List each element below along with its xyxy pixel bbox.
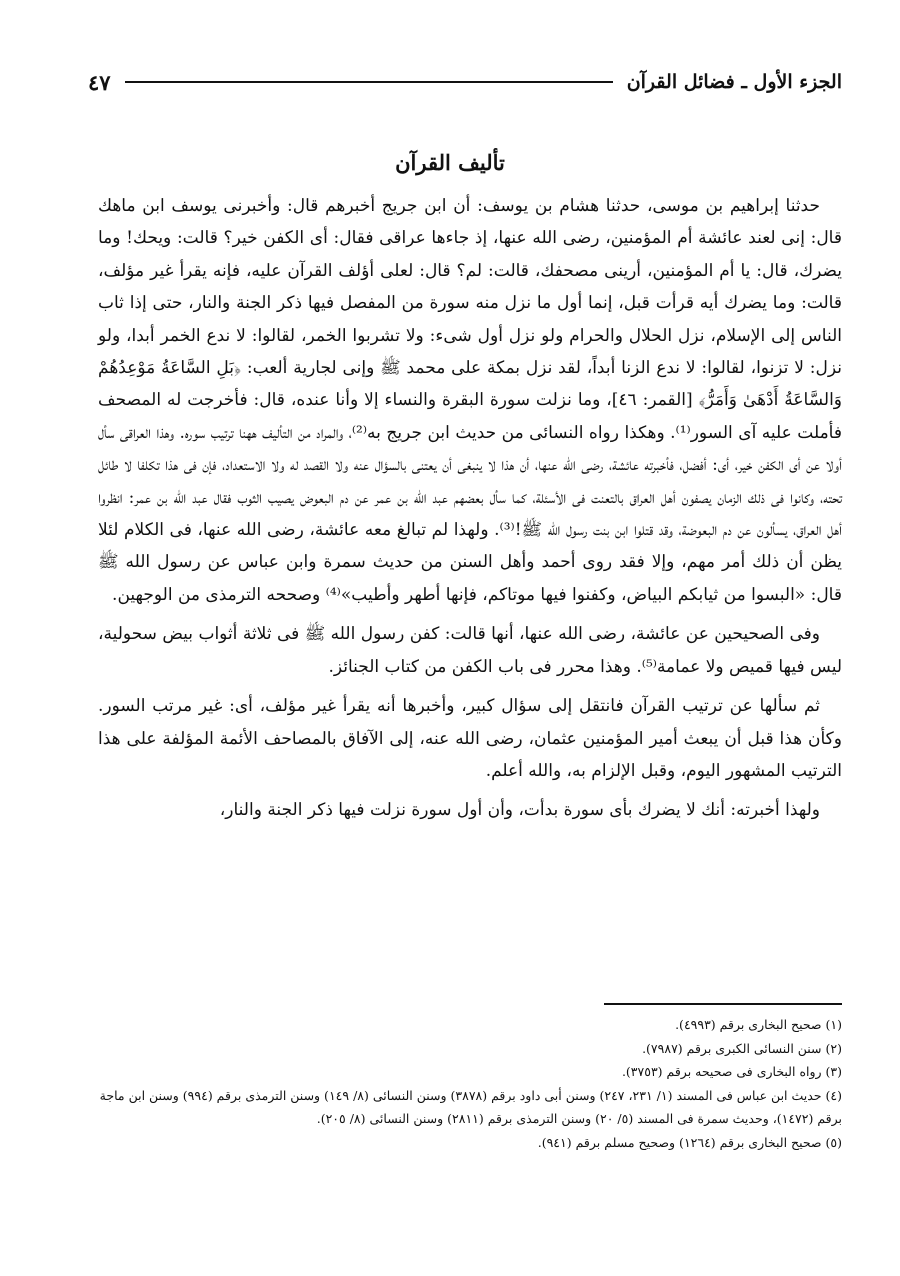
body-text — [98, 190, 842, 834]
paragraph: ثم سألها عن ترتيب القرآن فانتقل إلى سؤال كبير، وأخبرها أنه يقرأ غير مؤلف، أى: غير مرتب السور. وكأن هذا قبل أن يبعث أمير المؤمنين عثمان، رضى الله عنه، إلى الآفاق بالمصاحف الأئمة المؤلفة على هذا الترتيب المشهور اليوم، وقبل الإلزام به، والله أعلم. — [98, 696, 842, 781]
footnote: (٥) صحيح البخارى برقم (١٢٦٤) وصحيح مسلم برقم (٩٤١). — [537, 1134, 842, 1150]
paragraph: ولهذا أخبرته: أنك لا يضرك بأى سورة بدأت، وأن أول سورة نزلت فيها ذكر الجنة والنار، — [219, 800, 820, 821]
footnote-rule — [604, 1003, 842, 1005]
running-header — [88, 62, 842, 102]
header-rule — [125, 81, 613, 83]
footnote: (٢) سنن النسائى الكبرى برقم (٧٩٨٧). — [642, 1040, 842, 1056]
footnotes — [98, 1013, 842, 1154]
paragraph: حدثنا إبراهيم بن موسى، حدثنا هشام بن يوسف: أن ابن جريج أخبرهم قال: وأخبرنى يوسف ابن ماهك قال: إنى لعند عائشة أم المؤمنين، رضى الله عنها، إذ جاءها عراقى فقال: أى الكفن خير؟ قالت: ويحك! وما يضرك، قال: يا أم المؤمنين، أرينى مصحفك، قالت: لم؟ قال: لعلى أؤلف القرآن عليه، فإنه يقرأ غير مؤلف، قالت: وما يضرك أيه قرأت قبل، إنما أول ما نزل منه سورة من المفصل فيها ذكر الجنة والنار، حتى إذا ثاب الناس إلى الإسلام، نزل الحلال والحرام ولو نزل أول شىء: ولا تشربوا الخمر، لقالوا: لا ندع الخمر أبدا، ولو نزل: لا تزنوا، لقالوا: لا ندع الزنا أبداً، لقد نزل بمكة على محمد ﷺ وإنى لجارية ألعب: ﴿بَلِ السَّاعَةُ مَوْعِدُهُمْ وَالسَّاعَةُ أَدْهَىٰ وَأَمَرُّ﴾ [القمر: ٤٦]، وما نزلت سورة البقرة والنساء إلا وأنا عنده، قال: فأخرجت له المصحف فأملت عليه آى السور⁽¹⁾. وهكذا رواه النسائى من حديث ابن جريج به⁽²⁾، والمراد من التأليف ههنا ترتيب سوره. وهذا العراقى سأل أولا عن أى الكفن خير، أى: أفضل، فأخبرته عائشة، رضى الله عنها، أن هذا لا ينبغى أن يعتنى بالسؤال عنه ولا القصد له ولا الاستعداد، فإن فى هذا تكلفا لا طائل تحته، وكانوا فى ذلك الزمان يصفون أهل العراق بالتعنت فى الأسئلة، كما سأل بعضهم عبد الله بن عمر عن دم البعوض يصيب الثوب فقال عبد الله بن عمر: انظروا أهل العراق، يسألون عن دم البعوضة، وقد قتلوا ابن بنت رسول الله ﷺ!⁽³⁾. ولهذا لم تبالغ معه عائشة، رضى الله عنها، فى الكلام لئلا يظن أن ذلك أمر مهم، وإلا فقد روى أحمد وأهل السنن من حديث سمرة وابن عباس عن رسول الله ﷺ قال: «البسوا من ثيابكم البياض، وكفنوا فيها موتاكم، فإنها أطهر وأطيب»⁽⁴⁾ وصححه الترمذى من الوجهين. — [98, 196, 842, 605]
page-number: ٤٧ — [88, 69, 111, 95]
footnote: (٣) رواه البخارى فى صحيحه برقم (٣٧٥٣). — [621, 1064, 842, 1079]
footnote: (١) صحيح البخارى برقم (٤٩٩٣). — [675, 1017, 842, 1032]
footnote: (٤) حديث ابن عباس فى المسند (١/ ٢٣١، ٢٤٧) وسنن أبى داود برقم (٣٨٧٨) وسنن النسائى (٨/ ١٤٩) وسنن الترمذى برقم (٩٩٤) وسنن ابن ماجة برقم (١٤٧٢)، وحديث سمرة فى المسند (٥/ ٢٠) وسنن الترمذى برقم (٢٨١١) وسنن النسائى (٨/ ٢٠٥). — [99, 1087, 842, 1126]
paragraph: وفى الصحيحين عن عائشة، رضى الله عنها، أنها قالت: كفن رسول الله ﷺ فى ثلاثة أثواب بيض سحولية، ليس فيها قميص ولا عمامة⁽⁵⁾. وهذا محرر فى باب الكفن من كتاب الجنائز. — [98, 624, 842, 677]
section-title: تأليف القرآن — [395, 150, 505, 175]
header-title: الجزء الأول ـ فضائل القرآن — [626, 71, 842, 93]
